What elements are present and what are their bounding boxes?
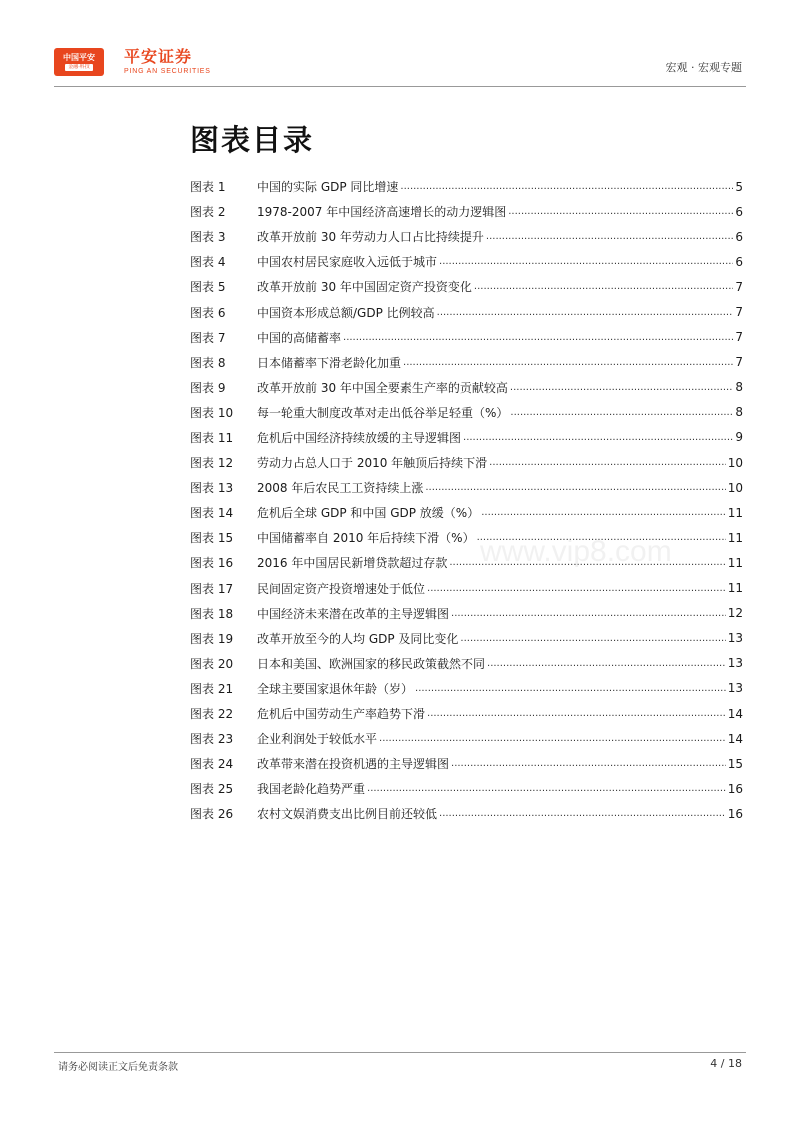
toc-entry[interactable] <box>190 325 743 350</box>
toc-entry-title: 日本和美国、欧洲国家的移民政策截然不同 <box>257 656 486 671</box>
toc-entry[interactable] <box>190 224 743 249</box>
toc-leader-dots <box>343 332 733 343</box>
toc-entry[interactable] <box>190 751 743 776</box>
toc-entry[interactable] <box>190 299 743 324</box>
toc-entry[interactable] <box>190 726 743 751</box>
toc-title: 图表目录 <box>190 123 315 157</box>
toc-entry-page: 8 <box>735 380 743 395</box>
toc-leader-dots <box>439 808 726 819</box>
toc-entry-title: 中国的高储蓄率 <box>257 330 342 345</box>
toc-entry-title: 危机后中国经济持续放缓的主导逻辑图 <box>257 430 462 445</box>
toc-entry[interactable] <box>190 576 743 601</box>
toc-entry-page: 8 <box>735 405 743 420</box>
toc-leader-dots <box>427 708 726 719</box>
toc-entry-label: 图表 18 <box>190 606 234 621</box>
toc-entry-title: 日本储蓄率下滑老龄化加重 <box>257 355 402 370</box>
toc-leader-dots <box>474 281 733 292</box>
toc-entry-label: 图表 25 <box>190 782 234 797</box>
toc-entry-title: 2008 年后农民工工资持续上涨 <box>257 481 424 496</box>
toc-leader-dots <box>425 482 725 493</box>
toc-entry-title: 改革开放前 30 年中国全要素生产率的贡献较高 <box>257 380 508 395</box>
toc-entry-page: 7 <box>735 330 743 345</box>
toc-entry-title: 全球主要国家退休年龄（岁） <box>257 681 414 696</box>
toc-entry-label: 图表 10 <box>190 405 234 420</box>
toc-entry-label: 图表 12 <box>190 456 234 471</box>
toc-entry-page: 13 <box>727 681 743 696</box>
toc-entry-page: 6 <box>735 254 743 269</box>
toc-entry[interactable] <box>190 601 743 626</box>
logo-line1: 中国平安 <box>63 53 95 62</box>
toc-entry[interactable] <box>190 199 743 224</box>
toc-entry[interactable] <box>190 651 743 676</box>
toc-entry-page: 7 <box>735 355 743 370</box>
toc-entry-title: 2016 年中国居民新增贷款超过存款 <box>257 556 448 571</box>
page-number: 4 / 18 <box>710 1057 742 1070</box>
toc-entry-label: 图表 13 <box>190 481 234 496</box>
toc-entry-page: 7 <box>735 305 743 320</box>
toc-entry-page: 10 <box>727 480 743 495</box>
toc-entry[interactable] <box>190 425 743 450</box>
header-divider <box>54 86 746 87</box>
toc-entry-page: 7 <box>735 279 743 294</box>
toc-leader-dots <box>427 583 726 594</box>
toc-entry-page: 11 <box>727 581 743 596</box>
toc-leader-dots <box>403 357 733 368</box>
toc-entry-label: 图表 16 <box>190 556 234 571</box>
toc-entry-title: 危机后中国劳动生产率趋势下滑 <box>257 707 426 722</box>
toc-entry-title: 农村文娱消费支出比例目前还较低 <box>257 807 438 822</box>
footer-divider <box>54 1052 746 1053</box>
toc-entry[interactable] <box>190 475 743 500</box>
toc-entry-label: 图表 14 <box>190 506 234 521</box>
toc-entry[interactable] <box>190 676 743 701</box>
toc-entry-page: 16 <box>727 781 743 796</box>
toc-entry[interactable] <box>190 350 743 375</box>
toc-entry[interactable] <box>190 375 743 400</box>
toc-leader-dots <box>437 307 734 318</box>
watermark: www.vip8.com <box>480 535 672 568</box>
toc-entry-page: 11 <box>727 555 743 570</box>
toc-entry-title: 中国资本形成总额/GDP 比例较高 <box>257 305 435 320</box>
toc-entry-title: 中国的实际 GDP 同比增速 <box>257 180 399 195</box>
toc-entry-label: 图表 23 <box>190 732 234 747</box>
toc-entry-label: 图表 15 <box>190 531 234 546</box>
toc-entry-title: 改革开放至今的人均 GDP 及同比变化 <box>257 631 459 646</box>
toc-entry[interactable] <box>190 801 743 826</box>
toc-entry-label: 图表 4 <box>190 255 226 270</box>
toc-entry-title: 改革开放前 30 年中国固定资产投资变化 <box>257 280 472 295</box>
toc-entry-page: 13 <box>727 656 743 671</box>
toc-entry-label: 图表 3 <box>190 230 226 245</box>
toc-entry[interactable] <box>190 626 743 651</box>
toc-leader-dots <box>367 783 726 794</box>
toc-entry[interactable] <box>190 450 743 475</box>
toc-entry-page: 11 <box>727 530 743 545</box>
toc-entry[interactable] <box>190 400 743 425</box>
toc-entry[interactable] <box>190 500 743 525</box>
toc-entry-label: 图表 24 <box>190 757 234 772</box>
toc-entry-title: 每一轮重大制度改革对走出低谷举足轻重（%） <box>257 405 509 420</box>
toc-entry-label: 图表 2 <box>190 205 226 220</box>
toc-entry-title: 1978-2007 年中国经济高速增长的动力逻辑图 <box>257 205 507 220</box>
toc-entry-page: 10 <box>727 455 743 470</box>
footer-disclaimer: 请务必阅读正文后免责条款 <box>58 1062 178 1073</box>
toc-entry-page: 9 <box>735 430 743 445</box>
toc-leader-dots <box>489 457 726 468</box>
toc-leader-dots <box>439 256 733 267</box>
brand-name-en: PING AN SECURITIES <box>124 68 211 75</box>
toc-leader-dots <box>463 432 733 443</box>
toc-entry-label: 图表 5 <box>190 280 226 295</box>
toc-leader-dots <box>486 231 733 242</box>
toc-entry-page: 11 <box>727 505 743 520</box>
toc-entry-title: 中国储蓄率自 2010 年后持续下滑（%） <box>257 531 475 546</box>
toc-entry[interactable] <box>190 274 743 299</box>
toc-leader-dots <box>415 683 726 694</box>
toc-entry-title: 中国农村居民家庭收入远低于城市 <box>257 255 438 270</box>
toc-leader-dots <box>400 181 733 192</box>
toc-leader-dots <box>508 206 733 217</box>
toc-entry-page: 15 <box>727 756 743 771</box>
toc-entry-label: 图表 7 <box>190 330 226 345</box>
toc-leader-dots <box>510 382 733 393</box>
toc-entry-page: 13 <box>727 631 743 646</box>
toc-entry-label: 图表 1 <box>190 180 226 195</box>
toc-leader-dots <box>379 733 726 744</box>
toc-entry-label: 图表 8 <box>190 355 226 370</box>
toc-entry-label: 图表 11 <box>190 430 234 445</box>
toc-leader-dots <box>451 608 726 619</box>
toc-entry-title: 劳动力占总人口于 2010 年触顶后持续下滑 <box>257 456 488 471</box>
toc-leader-dots <box>487 658 726 669</box>
toc-entry-label: 图表 20 <box>190 656 234 671</box>
toc-leader-dots <box>510 407 733 418</box>
toc-entry[interactable] <box>190 701 743 726</box>
ping-an-group-logo <box>54 48 104 76</box>
toc-entry-label: 图表 19 <box>190 631 234 646</box>
toc-leader-dots <box>451 758 726 769</box>
brand <box>124 48 211 77</box>
logo-line2: 金融·科技 <box>65 64 93 71</box>
toc-entry-page: 6 <box>735 204 743 219</box>
toc-entry-title: 危机后全球 GDP 和中国 GDP 放缓（%） <box>257 506 480 521</box>
page-header <box>54 44 746 84</box>
toc-leader-dots <box>460 633 725 644</box>
toc-entry-page: 12 <box>727 606 743 621</box>
toc-leader-dots <box>481 507 726 518</box>
table-of-figures <box>190 174 743 826</box>
toc-entry[interactable] <box>190 174 743 199</box>
toc-entry-title: 民间固定资产投资增速处于低位 <box>257 581 426 596</box>
toc-entry-page: 16 <box>727 806 743 821</box>
toc-entry-title: 改革带来潜在投资机遇的主导逻辑图 <box>257 757 450 772</box>
toc-entry-page: 14 <box>727 706 743 721</box>
toc-entry-title: 改革开放前 30 年劳动力人口占比持续提升 <box>257 230 484 245</box>
toc-entry-page: 6 <box>735 229 743 244</box>
toc-entry-title: 企业利润处于较低水平 <box>257 732 378 747</box>
toc-entry-label: 图表 9 <box>190 380 226 395</box>
toc-entry-title: 我国老龄化趋势严重 <box>257 782 366 797</box>
toc-entry-page: 14 <box>727 731 743 746</box>
toc-entry-label: 图表 26 <box>190 807 234 822</box>
toc-entry-title: 中国经济未来潜在改革的主导逻辑图 <box>257 606 450 621</box>
toc-entry[interactable] <box>190 249 743 274</box>
toc-entry[interactable] <box>190 776 743 801</box>
document-category: 宏观 · 宏观专题 <box>665 61 742 74</box>
toc-entry-label: 图表 6 <box>190 305 226 320</box>
brand-name-cn: 平安证券 <box>124 47 193 66</box>
toc-entry-label: 图表 17 <box>190 581 234 596</box>
toc-entry-page: 5 <box>735 179 743 194</box>
toc-entry-label: 图表 22 <box>190 707 234 722</box>
toc-entry-label: 图表 21 <box>190 681 234 696</box>
